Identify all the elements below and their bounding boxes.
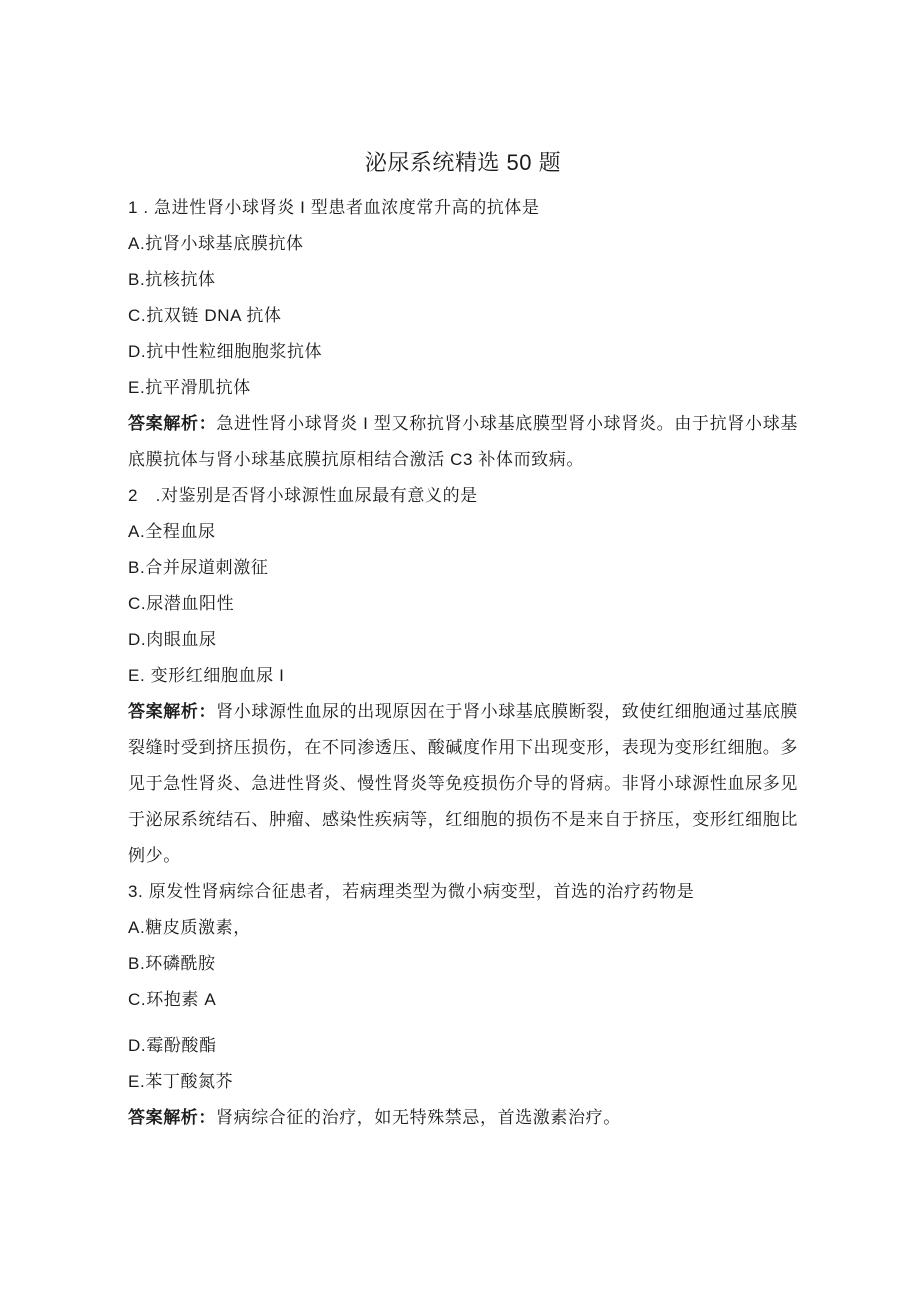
question-1-option-e: E.抗平滑肌抗体 xyxy=(128,378,251,397)
question-1-option-b: B.抗核抗体 xyxy=(128,270,216,289)
question-3-option-c: C.环抱素 A xyxy=(128,990,217,1009)
answer-text: 肾小球源性血尿的出现原因在于肾小球基底膜断裂，致使红细胞通过基底膜裂缝时受到挤压损伤，在不同渗透压、酸碱度作用下出现变形，表现为变形红细胞。多见于急性肾炎、急进性肾炎、慢性肾炎等免疫损伤介导的肾病。非肾小球源性血尿多见于泌尿系统结石、肿瘤、感染性疾病等，红细胞的损伤不是来自于挤压，变形红细胞比例少。 xyxy=(128,702,798,865)
question-2-stem: 2 .对鉴别是否肾小球源性血尿最有意义的是 xyxy=(128,486,478,505)
question-1-option-d: D.抗中性粒细胞胞浆抗体 xyxy=(128,342,323,361)
question-3-stem: 3. 原发性肾病综合征患者，若病理类型为微小病变型，首选的治疗药物是 xyxy=(128,882,695,901)
answer-label: 答案解析： xyxy=(128,414,217,433)
question-2-option-c: C.尿潜血阳性 xyxy=(128,594,235,613)
question-1-stem: 1 . 急进性肾小球肾炎 I 型患者血浓度常升高的抗体是 xyxy=(128,198,540,217)
question-3-option-e: E.苯丁酸氮芥 xyxy=(128,1072,234,1091)
question-1-option-a: A.抗肾小球基底膜抗体 xyxy=(128,234,304,253)
question-3-option-a: A.糖皮质激素， xyxy=(128,918,251,937)
question-2-option-e: E. 变形红细胞血尿 I xyxy=(128,666,285,685)
question-block-3 xyxy=(128,874,798,1136)
question-block-1 xyxy=(128,190,798,478)
answer-text: 急进性肾小球肾炎 I 型又称抗肾小球基底膜型肾小球肾炎。由于抗肾小球基底膜抗体与肾小球基底膜抗原相结合激活 C3 补体而致病。 xyxy=(128,414,798,469)
answer-text: 肾病综合征的治疗，如无特殊禁忌，首选激素治疗。 xyxy=(216,1108,621,1127)
question-3-answer xyxy=(128,1100,798,1136)
question-3-option-b: B.环磷酰胺 xyxy=(128,954,216,973)
document-title: 泌尿系统精选 50 题 xyxy=(364,150,562,175)
question-2-answer xyxy=(128,694,798,874)
question-2-option-d: D.肉眼血尿 xyxy=(128,630,217,649)
question-2-option-b: B.合并尿道刺激征 xyxy=(128,558,269,577)
question-1-option-c: C.抗双链 DNA 抗体 xyxy=(128,306,282,325)
answer-label: 答案解析： xyxy=(128,702,217,721)
question-2-option-a: A.全程血尿 xyxy=(128,522,216,541)
question-block-2 xyxy=(128,478,798,874)
question-1-answer xyxy=(128,406,798,478)
question-3-option-d: D.霉酚酸酯 xyxy=(128,1036,217,1055)
answer-label: 答案解析： xyxy=(128,1108,216,1127)
